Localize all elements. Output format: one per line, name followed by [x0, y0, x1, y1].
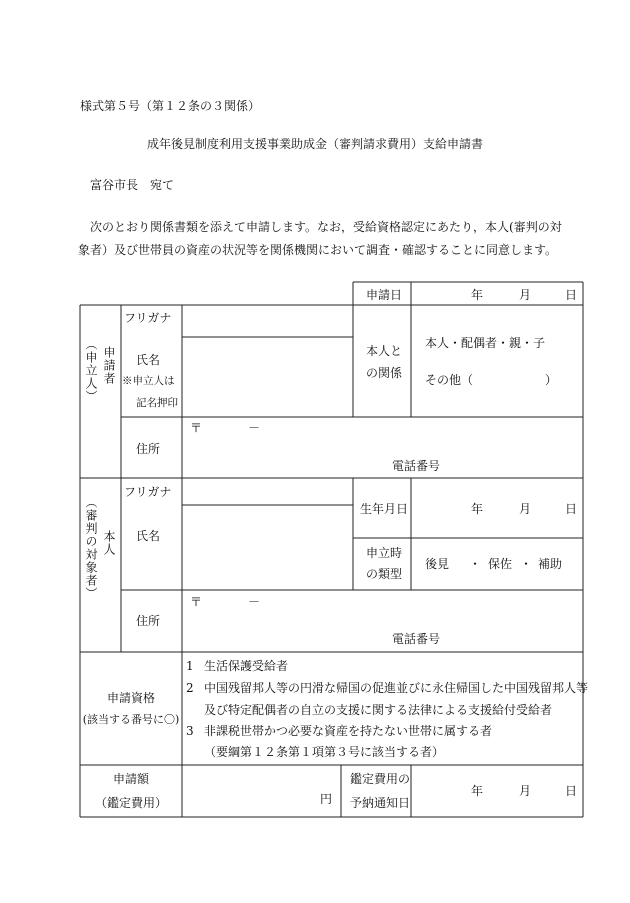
applicant-relation-label-2: の関係	[366, 366, 403, 380]
subject-type-separator-2: ・	[520, 557, 533, 571]
subject-type-label-1: 申立時	[366, 546, 403, 560]
notice-date-year[interactable]: 年	[471, 784, 484, 798]
applicant-postal-dash: －	[248, 421, 261, 435]
applicant-section-label: 申請者	[102, 346, 116, 385]
addressee: 富谷市長 宛て	[90, 178, 175, 192]
applicant-section-sub: （申立人）	[84, 338, 98, 403]
subject-type-guardianship[interactable]: 後見	[425, 557, 450, 571]
notice-date-label-2: 予納通知日	[350, 796, 411, 810]
eligibility-label-2: (該当する番号に〇)	[82, 713, 180, 726]
applicant-relation-other[interactable]: その他（ ）	[425, 373, 558, 387]
amount-input[interactable]	[185, 768, 320, 814]
subject-section-sub: （審判の対象者）	[84, 496, 98, 600]
notice-date-label-1: 鑑定費用の	[350, 772, 411, 786]
subject-name-input[interactable]	[185, 508, 350, 587]
eligibility-item-3-text2: （要綱第１２条第１項第３号に該当する者）	[204, 745, 445, 759]
eligibility-item-1-num[interactable]: 1	[186, 659, 194, 673]
subject-section-label: 本人	[102, 530, 116, 556]
applicant-furigana-label: フリガナ	[124, 311, 172, 325]
applicant-name-label: 氏名	[136, 353, 161, 367]
applicant-relation-options[interactable]: 本人・配偶者・親・子	[425, 336, 546, 350]
amount-label-1: 申請額	[112, 772, 149, 786]
subject-type-curatorship[interactable]: 保佐	[488, 557, 513, 571]
subject-postal-dash: －	[248, 595, 261, 609]
eligibility-item-3-num[interactable]: 3	[186, 724, 194, 738]
intro-line-1: 次のとおり関係書類を添えて申請します。なお，受給資格認定にあたり，本人(審判の対	[90, 220, 562, 234]
subject-name-label: 氏名	[136, 529, 161, 543]
subject-type-assistance[interactable]: 補助	[538, 557, 563, 571]
eligibility-item-1-text: 生活保護受給者	[204, 659, 289, 673]
application-date-month[interactable]: 月	[519, 288, 532, 302]
applicant-furigana-input[interactable]	[185, 310, 350, 334]
eligibility-item-3-text: 非課税世帯かつ必要な資産を持たない世帯に属する者	[204, 724, 493, 738]
intro-paragraph	[78, 216, 598, 262]
subject-address-label: 住所	[136, 614, 161, 628]
applicant-name-note-1: ※申立人は	[122, 375, 175, 387]
application-date-day[interactable]: 日	[565, 288, 578, 302]
subject-birth-month[interactable]: 月	[519, 502, 532, 516]
notice-date-day[interactable]: 日	[565, 784, 578, 798]
applicant-address-label: 住所	[136, 442, 161, 456]
application-date-year[interactable]: 年	[471, 288, 484, 302]
applicant-name-note-2: 記名押印	[136, 397, 178, 409]
applicant-postal-mark: 〒	[190, 421, 203, 435]
amount-unit: 円	[320, 792, 333, 806]
amount-label-2: （鑑定費用）	[94, 796, 167, 810]
eligibility-item-2-text: 中国残留邦人等の円滑な帰国の促進並びに永住帰国した中国残留邦人等	[204, 681, 589, 695]
subject-phone-label: 電話番号	[392, 632, 441, 646]
form-title: 成年後見制度利用支援事業助成金（審判請求費用）支給申請書	[146, 137, 483, 151]
applicant-phone-label: 電話番号	[392, 459, 441, 473]
subject-type-label-2: の類型	[366, 567, 403, 581]
form-number: 様式第５号（第１２条の３関係）	[80, 99, 261, 113]
subject-birth-label: 生年月日	[360, 502, 409, 516]
eligibility-item-2-text2: 及び特定配偶者の自立の支援に関する法律による支援給付受給者	[204, 703, 553, 717]
application-date-label: 申請日	[366, 288, 403, 302]
subject-type-separator-1: ・	[469, 557, 482, 571]
subject-postal-mark: 〒	[190, 595, 203, 609]
eligibility-label-1: 申請資格	[107, 691, 156, 705]
applicant-relation-label-1: 本人と	[366, 344, 403, 358]
subject-birth-year[interactable]: 年	[471, 502, 484, 516]
applicant-name-input[interactable]	[185, 340, 350, 414]
eligibility-item-2-num[interactable]: 2	[186, 681, 194, 695]
subject-birth-day[interactable]: 日	[565, 502, 578, 516]
notice-date-month[interactable]: 月	[519, 784, 532, 798]
intro-line-2: 象者）及び世帯員の資産の状況等を関係機関において調査・確認することに同意します。	[78, 243, 558, 257]
subject-furigana-label: フリガナ	[124, 485, 172, 499]
subject-furigana-input[interactable]	[185, 481, 350, 503]
